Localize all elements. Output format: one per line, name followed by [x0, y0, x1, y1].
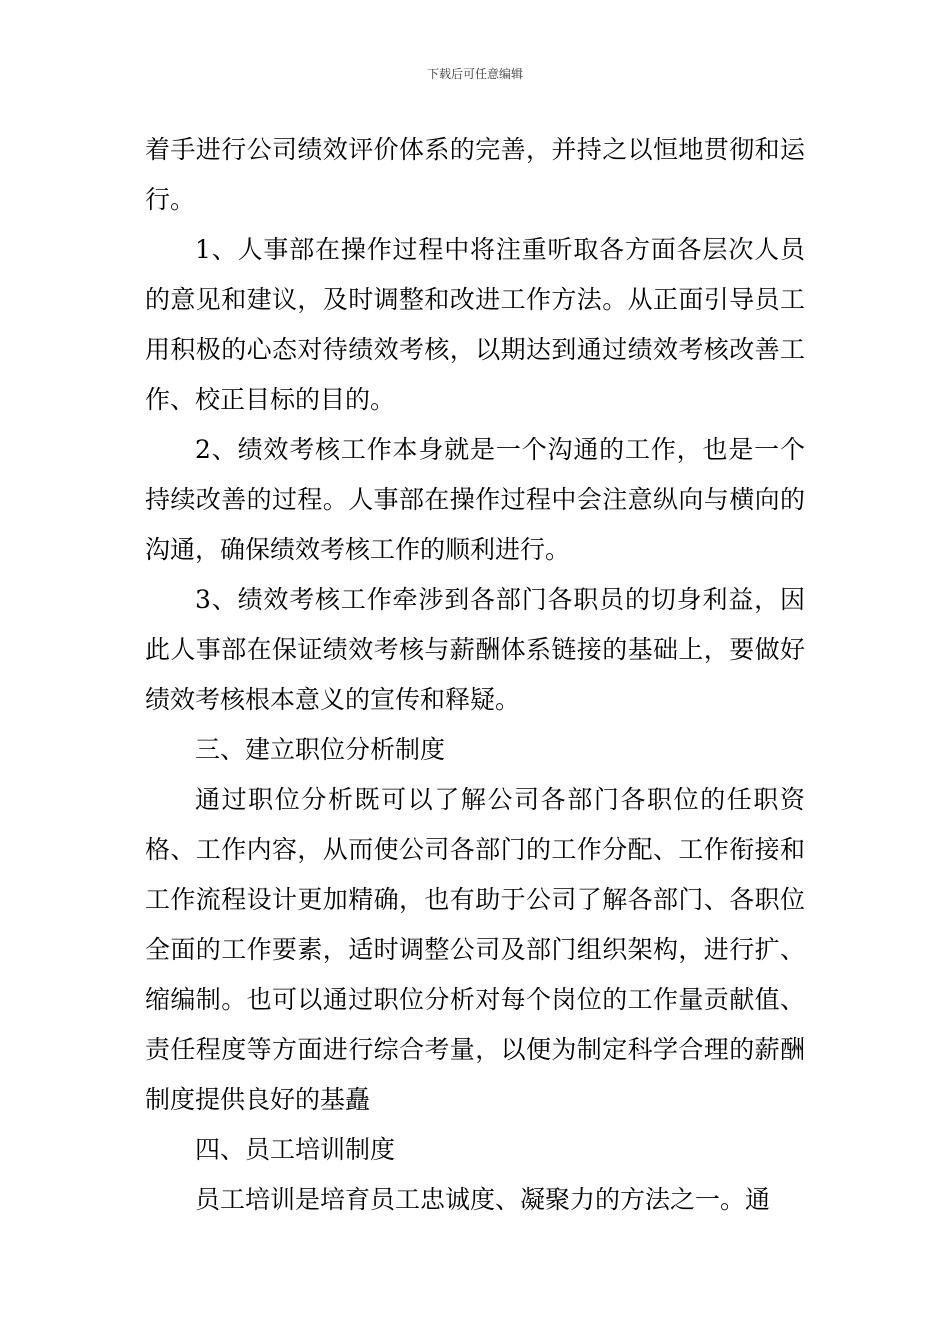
paragraph: 3、绩效考核工作牵涉到各部门各职员的切身利益，因此人事部在保证绩效考核与薪酬体系链接的基础上，要做好绩效考核根本意义的宣传和释疑。: [145, 585, 805, 714]
paragraph: 1、人事部在操作过程中将注重听取各方面各层次人员的意见和建议，及时调整和改进工作方法。从正面引导员工用积极的心态对待绩效考核，以期达到通过绩效考核改善工作、校正目标的目的。: [145, 235, 805, 414]
paragraph: 员工培训是培育员工忠诚度、凝聚力的方法之一。通: [195, 1185, 771, 1214]
page-header: 下载后可任意编辑: [426, 67, 523, 81]
paragraph: 2、绩效考核工作本身就是一个沟通的工作，也是一个持续改善的过程。人事部在操作过程中会注意纵向与横向的沟通，确保绩效考核工作的顺利进行。: [145, 435, 805, 564]
paragraph: 通过职位分析既可以了解公司各部门各职位的任职资格、工作内容，从而使公司各部门的工作分配、工作衔接和工作流程设计更加精确，也有助于公司了解各部门、各职位全面的工作要素，适时调整公司及部门组织架构，进行扩、缩编制。也可以通过职位分析对每个岗位的工作量贡献值、责任程度等方面进行综合考量，以便为制定科学合理的薪酬制度提供良好的基矗: [145, 785, 805, 1114]
section-heading: 四、员工培训制度: [195, 1135, 396, 1164]
document-body: [145, 125, 805, 1225]
section-heading: 三、建立职位分析制度: [195, 735, 446, 764]
paragraph: 着手进行公司绩效评价体系的完善，并持之以恒地贯彻和运行。: [145, 135, 805, 214]
